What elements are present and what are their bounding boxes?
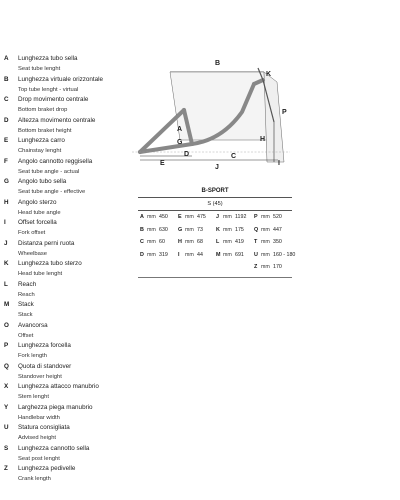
legend-letter: D [4, 116, 9, 124]
cell-value: 160 - 180 [273, 251, 296, 258]
legend-italian-label: Distanza perni ruota [18, 239, 75, 247]
legend-letter: U [4, 424, 9, 431]
label-K: K [266, 71, 272, 78]
cell-value: 419 [235, 239, 244, 245]
cell-value: 630 [159, 226, 168, 233]
legend-english-label: Fork length [18, 353, 47, 359]
cell-unit: mm [261, 226, 270, 233]
cell-letter: K [216, 226, 220, 233]
table-title: B-SPORT [138, 186, 292, 198]
legend-english-label: Top tube lenght - virtual [18, 86, 79, 93]
legend-english-label: Standover height [18, 373, 62, 380]
cell-letter: M [216, 251, 221, 258]
table-cell [254, 237, 282, 248]
legend-italian-label: Lunghezza tubo sella [18, 55, 78, 62]
legend-letter: L [4, 280, 8, 288]
cell-unit: mm [147, 251, 156, 258]
label-I: I [278, 160, 280, 167]
cell-value: 450 [159, 214, 168, 220]
legend-item [4, 54, 136, 75]
cell-letter: E [178, 214, 182, 220]
cell-letter: P [254, 214, 258, 220]
legend-english-label: Seat tube lenght [18, 66, 61, 72]
legend-letter: M [4, 301, 10, 308]
legend-item [4, 444, 136, 465]
legend-item [4, 464, 136, 485]
cell-unit: mm [185, 239, 194, 245]
legend-english-label: Stack [18, 312, 33, 318]
legend-english-label: Head tube angle [18, 209, 61, 216]
legend-english-label: Chainstay lenght [18, 148, 62, 154]
legend-english-label: Seat post lenght [18, 455, 60, 462]
legend-italian-label: Lunghezza attacco manubrio [18, 383, 99, 390]
legend-english-label: Handlebar width [18, 414, 60, 421]
legend-item [4, 95, 136, 116]
cell-value: 691 [235, 251, 244, 258]
cell-unit: mm [261, 239, 270, 245]
table-cell [254, 250, 295, 261]
legend-italian-label: Angolo cannotto reggisella [18, 157, 93, 165]
legend-italian-label: Lunghezza virtuale orizzontale [18, 75, 104, 83]
table-cell [216, 250, 244, 261]
table-cell [178, 237, 203, 248]
legend-letter: Y [4, 403, 9, 411]
legend-english-label: Stem lenght [18, 394, 49, 400]
table-cell [140, 212, 168, 223]
legend-english-label: Wheelbase [18, 250, 48, 257]
legend-italian-label: Statura consigliata [18, 424, 70, 431]
label-H: H [260, 136, 266, 143]
legend-english-label: Bottom braket height [18, 127, 72, 134]
legend-letter: X [4, 383, 9, 390]
cell-value: 520 [273, 214, 282, 220]
label-J: J [215, 164, 219, 171]
legend-italian-label: Quota di standover [18, 362, 72, 370]
cell-value: 44 [197, 251, 203, 258]
table-cell [254, 262, 282, 273]
legend-italian-label: Angolo sterzo [18, 198, 57, 206]
cell-unit: mm [261, 264, 270, 270]
cell-value: 175 [235, 226, 244, 233]
label-A: A [177, 126, 183, 133]
table-cell [216, 212, 246, 223]
reference-area [170, 72, 267, 140]
cell-unit: mm [223, 226, 232, 233]
legend-letter: B [4, 75, 9, 83]
cell-unit: mm [147, 214, 156, 220]
label-G: G [177, 139, 183, 146]
legend-item [4, 362, 136, 383]
legend-english-label: Reach [18, 291, 35, 298]
legend-italian-label: Stack [18, 301, 34, 308]
legend-letter: Z [4, 465, 8, 472]
table-cell [178, 212, 206, 223]
cell-unit: mm [147, 239, 156, 245]
legend-item [4, 341, 136, 362]
legend-italian-label: Avancorsa [18, 321, 48, 329]
legend-italian-label: Angolo tubo sella [18, 178, 67, 185]
table-cell [140, 237, 165, 248]
legend-italian-label: Drop movimento centrale [18, 96, 89, 103]
legend-item [4, 116, 136, 137]
frame-diagram-svg [122, 52, 302, 182]
cell-letter: H [178, 239, 182, 245]
legend-letter: A [4, 55, 9, 62]
cell-value: 447 [273, 226, 282, 233]
legend-italian-label: Altezza movimento centrale [18, 116, 96, 124]
table-size: S (45) [138, 198, 292, 211]
legend-letter: O [4, 321, 9, 329]
cell-unit: mm [185, 251, 194, 258]
cell-value: 73 [197, 226, 203, 233]
legend-italian-label: Lunghezza pedivelle [18, 465, 76, 472]
legend-item [4, 321, 136, 342]
legend-letter: H [4, 198, 9, 206]
cell-letter: Q [254, 226, 259, 233]
table-cell [216, 237, 244, 248]
cell-unit: mm [261, 214, 270, 220]
cell-value: 350 [273, 239, 282, 245]
cell-value: 475 [197, 214, 206, 220]
table-cell [216, 225, 244, 236]
cell-value: 60 [159, 239, 165, 245]
legend-letter: S [4, 444, 9, 452]
table-cell [178, 225, 203, 236]
legend-item [4, 423, 136, 444]
legend-italian-label: Reach [18, 280, 37, 288]
cell-letter: T [254, 239, 258, 245]
geometry-legend [4, 54, 136, 485]
label-D: D [184, 151, 190, 158]
legend-english-label: Crank length [18, 476, 51, 482]
legend-letter: C [4, 96, 9, 103]
legend-letter: P [4, 342, 9, 349]
cell-letter: I [178, 251, 180, 258]
label-E: E [160, 160, 165, 167]
cell-letter: C [140, 239, 144, 245]
legend-item [4, 218, 136, 239]
legend-letter: G [4, 178, 9, 185]
legend-english-label: Seat tube angle - actual [18, 168, 80, 175]
cell-letter: D [140, 251, 144, 258]
label-P: P [282, 109, 287, 116]
legend-letter: I [4, 219, 6, 226]
legend-item [4, 177, 136, 198]
cell-value: 68 [197, 239, 203, 245]
cell-letter: J [216, 214, 219, 220]
cell-value: 319 [159, 251, 168, 258]
cell-letter: B [140, 226, 144, 233]
legend-english-label: Bottom braket drop [18, 107, 68, 113]
legend-item [4, 136, 136, 157]
legend-italian-label: Lunghezza tubo sterzo [18, 260, 82, 267]
legend-letter: K [4, 260, 9, 267]
cell-unit: mm [147, 226, 156, 233]
legend-italian-label: Lunghezza forcella [18, 342, 71, 349]
cell-letter: L [216, 239, 220, 245]
geometry-table [138, 186, 296, 278]
legend-english-label: Fork offset [18, 230, 46, 236]
table-grid [138, 211, 296, 278]
legend-letter: F [4, 157, 8, 165]
table-cell [254, 212, 282, 223]
cell-unit: mm [223, 251, 232, 258]
legend-letter: Q [4, 362, 9, 370]
legend-item [4, 280, 136, 301]
legend-italian-label: Larghezza piega manubrio [18, 403, 93, 411]
legend-item [4, 239, 136, 260]
legend-item [4, 300, 136, 321]
legend-letter: J [4, 239, 8, 247]
cell-unit: mm [261, 251, 270, 258]
cell-letter: A [140, 214, 144, 220]
table-cell [140, 250, 168, 261]
cell-letter: Z [254, 264, 258, 270]
cell-unit: mm [185, 226, 194, 233]
legend-item [4, 382, 136, 403]
cell-unit: mm [223, 239, 232, 245]
table-cell [140, 225, 168, 236]
table-cell [178, 250, 203, 261]
legend-item [4, 157, 136, 178]
legend-english-label: Seat tube angle - effective [18, 189, 86, 195]
legend-item [4, 198, 136, 219]
cell-value: 1192 [235, 214, 247, 220]
legend-italian-label: Lunghezza cannotto sella [18, 444, 90, 452]
legend-italian-label: Offset forcella [18, 219, 57, 226]
frame-geometry-diagram [122, 52, 302, 182]
cell-letter: G [178, 226, 183, 233]
cell-value: 170 [273, 264, 282, 270]
legend-italian-label: Lunghezza carro [18, 137, 65, 144]
legend-letter: E [4, 137, 9, 144]
legend-english-label: Head tube lenght [18, 271, 63, 277]
legend-english-label: Offset [18, 332, 34, 339]
legend-item [4, 259, 136, 280]
legend-item [4, 75, 136, 96]
cell-letter: U [254, 251, 258, 258]
legend-english-label: Advised height [18, 435, 57, 441]
table-cell [254, 225, 282, 236]
cell-unit: mm [185, 214, 194, 220]
legend-item [4, 403, 136, 424]
cell-unit: mm [223, 214, 232, 220]
label-C: C [231, 153, 237, 160]
label-B: B [215, 60, 221, 67]
